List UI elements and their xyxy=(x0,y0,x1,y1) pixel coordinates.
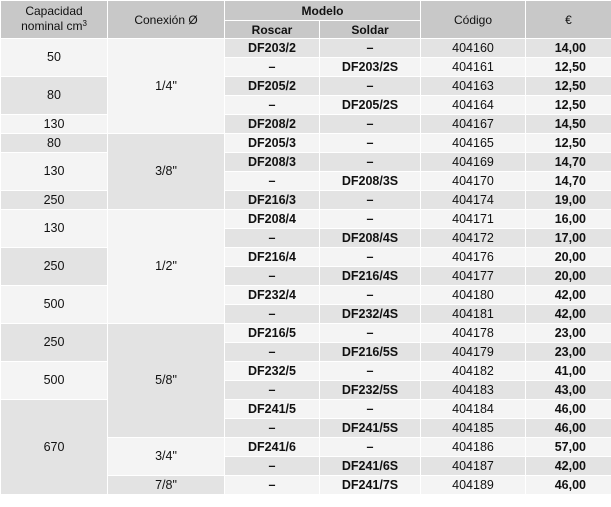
soldar-cell: – xyxy=(320,400,421,419)
price-cell: 20,00 xyxy=(526,267,611,286)
capacity-cell: 50 xyxy=(1,39,108,77)
table-row xyxy=(1,362,611,381)
price-cell: 14,00 xyxy=(526,39,611,58)
price-cell: 41,00 xyxy=(526,362,611,381)
header-conexion: Conexión Ø xyxy=(108,1,225,39)
soldar-cell: DF208/3S xyxy=(320,172,421,191)
price-cell: 19,00 xyxy=(526,191,611,210)
table-row xyxy=(1,134,611,153)
price-cell: 12,50 xyxy=(526,96,611,115)
capacity-cell: 250 xyxy=(1,248,108,286)
price-cell: 12,50 xyxy=(526,134,611,153)
codigo-cell: 404183 xyxy=(421,381,526,400)
roscar-cell: – xyxy=(225,457,320,476)
codigo-cell: 404180 xyxy=(421,286,526,305)
capacity-cell: 670 xyxy=(1,400,108,495)
price-cell: 42,00 xyxy=(526,286,611,305)
codigo-cell: 404189 xyxy=(421,476,526,495)
soldar-cell: – xyxy=(320,248,421,267)
soldar-cell: – xyxy=(320,134,421,153)
capacity-cell: 130 xyxy=(1,210,108,248)
table-row xyxy=(1,286,611,305)
codigo-cell: 404164 xyxy=(421,96,526,115)
connection-cell: 3/8" xyxy=(108,134,225,210)
roscar-cell: – xyxy=(225,305,320,324)
soldar-cell: – xyxy=(320,39,421,58)
roscar-cell: DF208/4 xyxy=(225,210,320,229)
roscar-cell: DF205/2 xyxy=(225,77,320,96)
roscar-cell: DF241/6 xyxy=(225,438,320,457)
codigo-cell: 404181 xyxy=(421,305,526,324)
table-row xyxy=(1,210,611,229)
price-cell: 23,00 xyxy=(526,343,611,362)
capacity-cell: 500 xyxy=(1,286,108,324)
price-cell: 46,00 xyxy=(526,476,611,495)
soldar-cell: DF208/4S xyxy=(320,229,421,248)
codigo-cell: 404172 xyxy=(421,229,526,248)
roscar-cell: – xyxy=(225,229,320,248)
roscar-cell: – xyxy=(225,343,320,362)
soldar-cell: – xyxy=(320,77,421,96)
soldar-cell: DF241/6S xyxy=(320,457,421,476)
soldar-cell: – xyxy=(320,210,421,229)
roscar-cell: DF208/2 xyxy=(225,115,320,134)
roscar-cell: – xyxy=(225,381,320,400)
codigo-cell: 404182 xyxy=(421,362,526,381)
roscar-cell: DF208/3 xyxy=(225,153,320,172)
header-soldar: Soldar xyxy=(320,21,421,39)
table-row xyxy=(1,324,611,343)
soldar-cell: – xyxy=(320,153,421,172)
table-row xyxy=(1,248,611,267)
header-capacidad xyxy=(1,1,108,39)
connection-cell: 7/8" xyxy=(108,476,225,495)
price-cell: 16,00 xyxy=(526,210,611,229)
soldar-cell: DF216/5S xyxy=(320,343,421,362)
table-row xyxy=(1,39,611,58)
roscar-cell: – xyxy=(225,267,320,286)
codigo-cell: 404187 xyxy=(421,457,526,476)
soldar-cell: DF241/5S xyxy=(320,419,421,438)
codigo-cell: 404176 xyxy=(421,248,526,267)
soldar-cell: – xyxy=(320,191,421,210)
codigo-cell: 404171 xyxy=(421,210,526,229)
soldar-cell: DF203/2S xyxy=(320,58,421,77)
soldar-cell: DF241/7S xyxy=(320,476,421,495)
table-row xyxy=(1,115,611,134)
price-cell: 14,50 xyxy=(526,115,611,134)
codigo-cell: 404177 xyxy=(421,267,526,286)
header-roscar: Roscar xyxy=(225,21,320,39)
roscar-cell: DF203/2 xyxy=(225,39,320,58)
codigo-cell: 404163 xyxy=(421,77,526,96)
table-row xyxy=(1,77,611,96)
codigo-cell: 404185 xyxy=(421,419,526,438)
table-row xyxy=(1,191,611,210)
codigo-cell: 404169 xyxy=(421,153,526,172)
capacity-cell: 250 xyxy=(1,324,108,362)
soldar-cell: – xyxy=(320,115,421,134)
price-cell: 46,00 xyxy=(526,419,611,438)
price-cell: 14,70 xyxy=(526,153,611,172)
roscar-cell: DF232/5 xyxy=(225,362,320,381)
connection-cell: 1/2" xyxy=(108,210,225,324)
codigo-cell: 404179 xyxy=(421,343,526,362)
roscar-cell: – xyxy=(225,172,320,191)
codigo-cell: 404161 xyxy=(421,58,526,77)
connection-cell: 1/4" xyxy=(108,39,225,134)
codigo-cell: 404170 xyxy=(421,172,526,191)
capacity-cell: 250 xyxy=(1,191,108,210)
capacity-cell: 500 xyxy=(1,362,108,400)
price-cell: 23,00 xyxy=(526,324,611,343)
soldar-cell: – xyxy=(320,438,421,457)
table-row xyxy=(1,400,611,419)
header-capacidad-line2: nominal cm xyxy=(21,19,83,33)
roscar-cell: DF205/3 xyxy=(225,134,320,153)
soldar-cell: DF232/5S xyxy=(320,381,421,400)
roscar-cell: DF232/4 xyxy=(225,286,320,305)
codigo-cell: 404165 xyxy=(421,134,526,153)
codigo-cell: 404174 xyxy=(421,191,526,210)
codigo-cell: 404186 xyxy=(421,438,526,457)
header-modelo: Modelo xyxy=(225,1,421,21)
roscar-cell: DF216/5 xyxy=(225,324,320,343)
price-cell: 43,00 xyxy=(526,381,611,400)
capacity-cell: 80 xyxy=(1,134,108,153)
soldar-cell: – xyxy=(320,286,421,305)
soldar-cell: DF205/2S xyxy=(320,96,421,115)
roscar-cell: – xyxy=(225,58,320,77)
header-capacidad-sup: 3 xyxy=(82,19,87,28)
price-cell: 14,70 xyxy=(526,172,611,191)
soldar-cell: – xyxy=(320,324,421,343)
capacity-cell: 80 xyxy=(1,77,108,115)
roscar-cell: – xyxy=(225,476,320,495)
price-cell: 12,50 xyxy=(526,77,611,96)
roscar-cell: – xyxy=(225,96,320,115)
price-cell: 42,00 xyxy=(526,457,611,476)
price-cell: 12,50 xyxy=(526,58,611,77)
roscar-cell: DF241/5 xyxy=(225,400,320,419)
connection-cell: 5/8" xyxy=(108,324,225,438)
roscar-cell: DF216/3 xyxy=(225,191,320,210)
price-cell: 46,00 xyxy=(526,400,611,419)
roscar-cell: – xyxy=(225,419,320,438)
codigo-cell: 404167 xyxy=(421,115,526,134)
table-body xyxy=(1,39,611,495)
header-capacidad-line1: Capacidad xyxy=(25,4,83,19)
codigo-cell: 404178 xyxy=(421,324,526,343)
capacity-cell: 130 xyxy=(1,115,108,134)
codigo-cell: 404160 xyxy=(421,39,526,58)
soldar-cell: DF216/4S xyxy=(320,267,421,286)
price-cell: 42,00 xyxy=(526,305,611,324)
table-row xyxy=(1,153,611,172)
roscar-cell: DF216/4 xyxy=(225,248,320,267)
connection-cell: 3/4" xyxy=(108,438,225,476)
price-cell: 17,00 xyxy=(526,229,611,248)
price-cell: 57,00 xyxy=(526,438,611,457)
soldar-cell: – xyxy=(320,362,421,381)
capacity-cell: 130 xyxy=(1,153,108,191)
soldar-cell: DF232/4S xyxy=(320,305,421,324)
header-codigo: Código xyxy=(421,1,526,39)
price-cell: 20,00 xyxy=(526,248,611,267)
table-header xyxy=(1,1,611,39)
header-precio: € xyxy=(526,1,611,39)
codigo-cell: 404184 xyxy=(421,400,526,419)
